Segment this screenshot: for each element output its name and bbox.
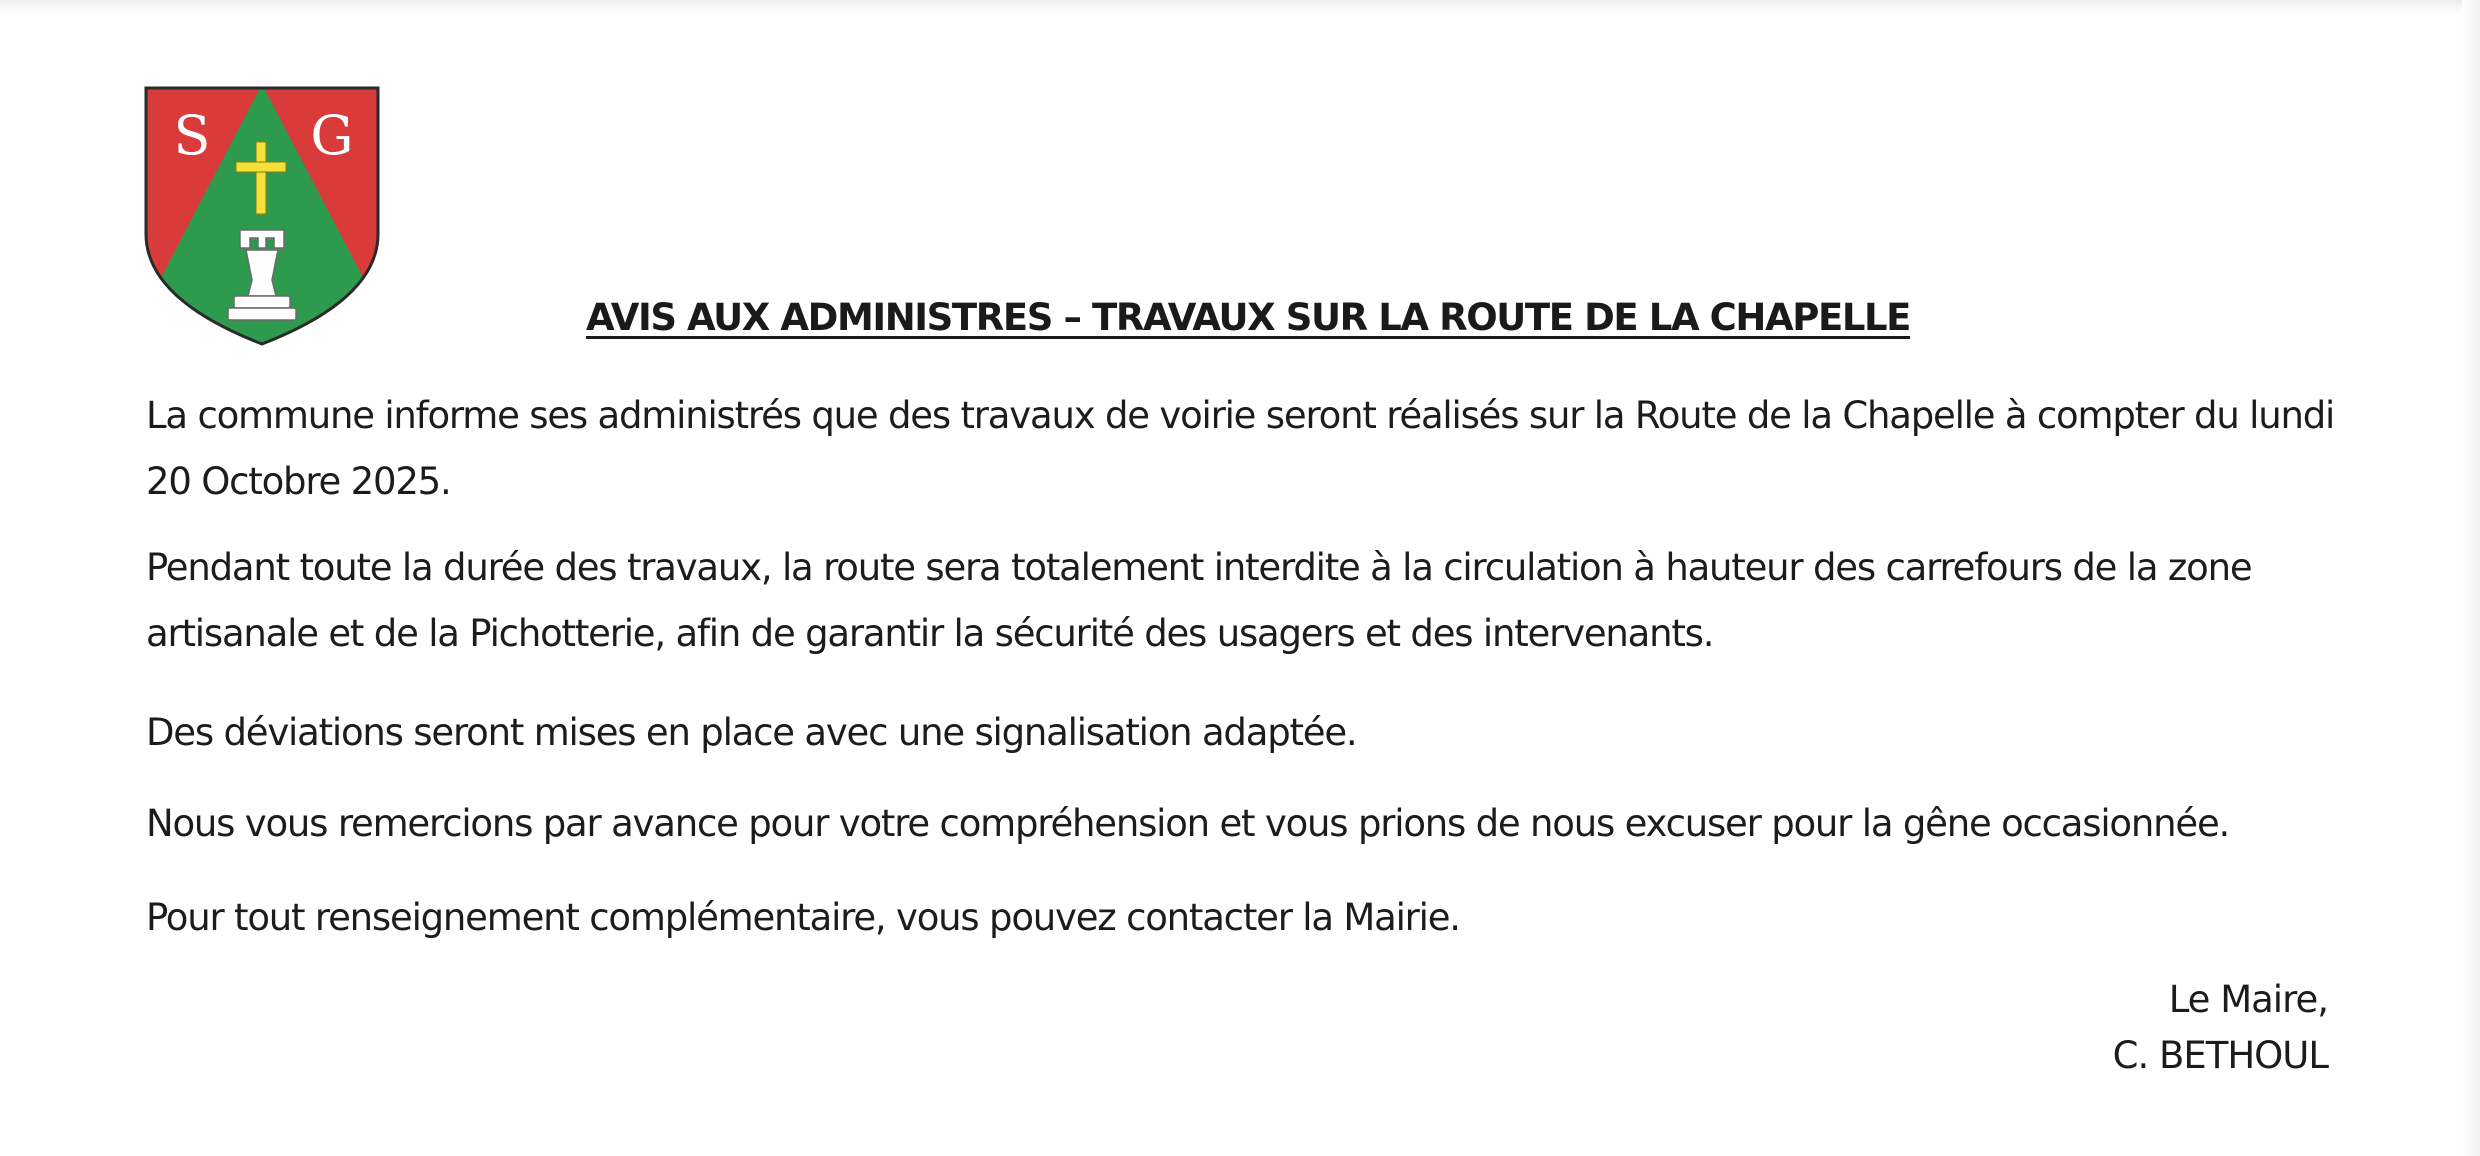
crest-letter-s: S <box>173 104 211 167</box>
scan-right-edge <box>2462 0 2480 1156</box>
signature-block <box>2113 972 2328 1084</box>
signature-name: C. BETHOUL <box>2112 1034 2328 1077</box>
paragraph-contact: Pour tout renseignement complémentaire, vous pouvez contacter la Mairie. <box>146 896 1460 939</box>
paragraph-road-closure: Pendant toute la durée des travaux, la route sera totalement interdite à la circulation à hauteur des carrefours de la zone artisanale et de la Pichotterie, afin de garantir la sécurité des usagers et des intervenants. <box>146 546 2252 655</box>
municipal-coat-of-arms-logo <box>142 84 382 348</box>
notice-title: AVIS AUX ADMINISTRES – TRAVAUX SUR LA ROUTE DE LA CHAPELLE <box>586 296 1911 339</box>
crest-letter-g: G <box>310 104 354 167</box>
paragraph-works-announcement: La commune informe ses administrés que des travaux de voirie seront réalisés sur la Route de la Chapelle à compter du lundi 20 Octobre 2025. <box>146 394 2335 503</box>
paragraph-apology: Nous vous remercions par avance pour votre compréhension et vous prions de nous excuser pour la gêne occasionnée. <box>146 802 2230 845</box>
signature-role: Le Maire, <box>2168 978 2328 1021</box>
scan-top-edge <box>0 0 2480 14</box>
paragraph-detours: Des déviations seront mises en place avec une signalisation adaptée. <box>146 711 1357 754</box>
